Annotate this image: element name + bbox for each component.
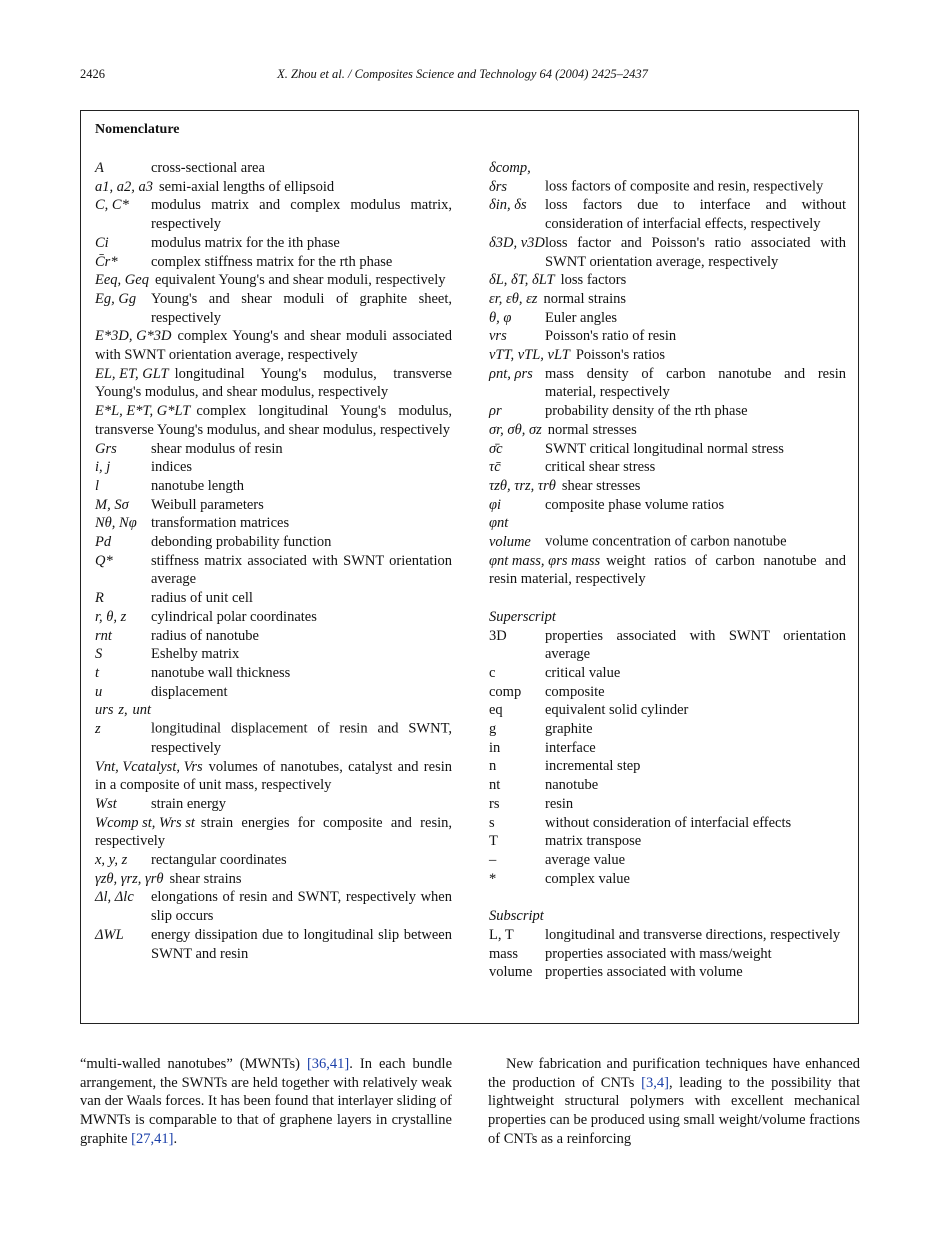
nomenclature-entry [489, 795, 846, 814]
symbol: * [489, 870, 497, 887]
nomenclature-entry [489, 851, 846, 870]
nomenclature-entry [95, 477, 452, 496]
symbol: in [489, 739, 501, 756]
nomenclature-entry [489, 776, 846, 795]
symbol: rs [489, 795, 500, 812]
symbol: eq [489, 702, 503, 719]
nomenclature-entry [489, 945, 846, 964]
nomenclature-entry [95, 926, 452, 963]
symbol: ρnt, ρrs [489, 365, 533, 382]
nomenclature-entry [95, 758, 452, 795]
symbol: Eeq, Geq [95, 272, 149, 289]
definition: displacement [151, 683, 228, 700]
definition: debonding probability function [151, 534, 332, 551]
symbol: x, y, z [95, 852, 128, 869]
nomenclature-entry [489, 271, 846, 290]
nomenclature-entry [95, 159, 452, 178]
body-text: “multi-walled nanotubes” (MWNTs) [80, 1056, 307, 1072]
definition: nanotube wall thickness [151, 664, 291, 681]
definition: complex stiffness matrix for the rth phase [151, 253, 393, 270]
symbol: n [489, 758, 497, 775]
nomenclature-entry [95, 552, 452, 589]
symbol: r, θ, z [95, 608, 127, 625]
nomenclature-entry [489, 739, 846, 758]
nomenclature-right-column [489, 159, 846, 982]
page-number: 2426 [80, 67, 105, 81]
nomenclature-entry [489, 290, 846, 309]
definition: normal stresses [547, 421, 637, 438]
citation-link[interactable]: [36,41] [306, 1056, 350, 1072]
nomenclature-left-column [95, 159, 452, 963]
nomenclature-entry [489, 514, 846, 551]
nomenclature-entry [489, 814, 846, 833]
definition: nanotube [545, 777, 599, 794]
symbol: θ, φ [489, 309, 512, 326]
symbol: τc̄ [489, 459, 501, 476]
nomenclature-entry [95, 514, 452, 533]
symbol: φnt volume [489, 515, 531, 551]
definition: strain energies for composite and resin, respectively [95, 814, 452, 850]
symbol: L, T [489, 926, 514, 943]
symbol: mass [489, 945, 518, 962]
definition: volume concentration of carbon nanotube [545, 534, 787, 551]
symbol: rnt [95, 627, 112, 644]
definition: volumes of nanotubes, catalyst and resin in a composite of unit mass, respectively [95, 758, 452, 794]
symbol: φi [489, 496, 502, 513]
definition: critical shear stress [545, 459, 656, 476]
nomenclature-entry [489, 496, 846, 515]
definition: weight ratios of carbon nanotube and resin material, respectively [489, 552, 846, 588]
definition: Euler angles [545, 309, 618, 326]
definition: properties associated with SWNT orientation average [545, 627, 846, 663]
definition: equivalent Young's and shear moduli, respectively [154, 272, 446, 289]
definition: average value [545, 852, 626, 868]
citation-link[interactable]: [27,41] [131, 1130, 174, 1147]
symbol: a1, a2, a3 [95, 178, 153, 195]
definition: equivalent solid cylinder [545, 702, 689, 719]
definition: SWNT critical longitudinal normal stress [545, 440, 784, 457]
symbol: Eg, Gg [95, 290, 137, 307]
definition: longitudinal displacement of resin and SWNT, respectively [151, 721, 452, 756]
nomenclature-entry [95, 365, 452, 402]
nomenclature-entry [95, 589, 452, 608]
definition: without consideration of interfacial effects [545, 814, 792, 831]
nomenclature-entry [489, 440, 846, 459]
symbol: Pd [95, 534, 112, 551]
definition: longitudinal Young's modulus, transverse Young's modulus, and shear modulus, respectively [95, 365, 452, 401]
nomenclature-entry [95, 533, 452, 552]
definition: complex Young's and shear moduli associated with SWNT orientation average, respectively [95, 328, 452, 364]
nomenclature-entry [95, 402, 452, 439]
symbol: T [489, 833, 498, 850]
definition: loss factors of composite and resin, respectively [545, 178, 824, 195]
definition: shear strains [169, 870, 242, 887]
nomenclature-entry [95, 701, 452, 757]
definition: Weibull parameters [151, 496, 264, 513]
symbol: g [489, 721, 497, 738]
symbol: ΔWL [95, 926, 124, 943]
definition: Poisson's ratio of resin [545, 328, 677, 345]
definition: properties associated with mass/weight [545, 945, 772, 962]
symbol: Grs [95, 440, 117, 457]
symbol: C, C* [95, 197, 129, 214]
symbol: Wst [95, 795, 117, 812]
definition: properties associated with volume [545, 964, 743, 981]
definition: Eshelby matrix [151, 646, 240, 663]
symbol: δL, δT, δLT [489, 272, 555, 289]
symbol: δcomp, δrs [489, 160, 531, 195]
definition: strain energy [151, 795, 227, 812]
nomenclature-entry [489, 458, 846, 477]
definition: complex value [545, 870, 630, 887]
symbol: εr, εθ, εz [489, 290, 538, 307]
citation-link[interactable]: [3,4] [641, 1074, 669, 1091]
symbol: Nθ, Nφ [95, 515, 137, 532]
symbol: E*3D, G*3D [95, 328, 172, 345]
definition: probability density of the rth phase [545, 403, 748, 420]
nomenclature-entry [489, 402, 846, 421]
symbol: nt [489, 777, 501, 794]
definition: rectangular coordinates [151, 852, 287, 869]
nomenclature-entry [95, 458, 452, 477]
symbol: Wcomp st, Wrs st [95, 814, 195, 831]
nomenclature-entry [95, 683, 452, 702]
nomenclature-entry [489, 870, 846, 889]
symbol: c [489, 664, 496, 681]
subscript-heading: Subscript [489, 908, 544, 925]
definition: cross-sectional area [151, 160, 265, 176]
symbol: M, Sσ [95, 496, 129, 513]
symbol: νrs [489, 328, 507, 345]
body-text: . [173, 1130, 178, 1147]
nomenclature-entry [95, 271, 452, 290]
body-text: , leading to the possibility that lightweight structural polymers with excellent mechanical properties can be produced using small weight/volume fractions of CNTs as a reinforcing [488, 1074, 861, 1147]
symbol: i, j [95, 459, 111, 476]
nomenclature-entry [489, 365, 846, 402]
superscript-heading: Superscript [489, 608, 556, 625]
symbol: – [489, 852, 497, 868]
definition: indices [151, 459, 193, 476]
nomenclature-entry [95, 627, 452, 646]
symbol: Vnt, Vcatalyst, Vrs [95, 758, 203, 775]
definition: critical value [545, 664, 621, 681]
symbol: comp [489, 683, 522, 700]
symbol: A [95, 160, 104, 176]
nomenclature-entry [489, 421, 846, 440]
nomenclature-entry [95, 814, 452, 851]
definition: Young's and shear moduli of graphite sheet, respectively [151, 290, 452, 326]
definition: graphite [545, 721, 593, 738]
nomenclature-entry [95, 253, 452, 272]
nomenclature-entry [489, 196, 846, 233]
definition: semi-axial lengths of ellipsoid [159, 178, 335, 195]
definition: loss factors due to interface and without consideration of interfacial effects, respectively [545, 197, 846, 233]
nomenclature-entry [95, 795, 452, 814]
nomenclature-entry [95, 664, 452, 683]
nomenclature-entry [95, 290, 452, 327]
nomenclature-entry [95, 851, 452, 870]
definition: composite phase volume ratios [545, 496, 725, 513]
nomenclature-entry [489, 477, 846, 496]
definition: incremental step [545, 758, 641, 775]
definition: radius of nanotube [151, 627, 259, 644]
nomenclature-entry [95, 496, 452, 515]
symbol: Δl, Δlc [95, 889, 134, 906]
definition: elongations of resin and SWNT, respectively when slip occurs [151, 889, 452, 925]
nomenclature-entry [95, 870, 452, 889]
nomenclature-entry [95, 888, 452, 925]
definition: normal strains [543, 290, 627, 307]
symbol: σ̄c [489, 440, 503, 457]
symbol: t [95, 664, 100, 681]
symbol: E*L, E*T, G*LT [95, 403, 191, 420]
symbol: Ci [95, 234, 109, 251]
body-text: . In each bundle arrangement, the SWNTs are held together with relatively weak van der Waals forces. It has been found that interlayer sliding of MWNTs is comparable to that of graphene layers in crystalline graphite [80, 1056, 452, 1147]
nomenclature-entry [95, 440, 452, 459]
symbol: ρr [489, 403, 502, 420]
nomenclature-entry [489, 757, 846, 776]
definition: shear stresses [561, 477, 641, 494]
definition: Poisson's ratios [575, 347, 666, 364]
symbol: 3D [489, 627, 507, 644]
definition: composite [545, 683, 605, 700]
definition: complex longitudinal Young's modulus, transverse Young's modulus, and shear modulus, respectively [95, 403, 452, 438]
symbol: s [489, 814, 495, 831]
nomenclature-entry [489, 832, 846, 851]
nomenclature-entry [489, 963, 846, 982]
nomenclature-box [80, 110, 859, 1024]
definition: modulus matrix and complex modulus matrix, respectively [151, 197, 452, 233]
symbol: νTT, νTL, νLT [489, 347, 570, 364]
nomenclature-entry [489, 159, 846, 196]
nomenclature-entry [489, 346, 846, 365]
nomenclature-entry [95, 327, 452, 364]
nomenclature-entry [489, 926, 846, 945]
symbol: EL, ET, GLT [95, 365, 169, 382]
symbol: φnt mass, φrs mass [489, 552, 601, 569]
nomenclature-entry [95, 234, 452, 253]
nomenclature-entry [489, 309, 846, 328]
nomenclature-entry [489, 683, 846, 702]
body-paragraph-left [80, 1055, 452, 1149]
definition: mass density of carbon nanotube and resin material, respectively [545, 365, 846, 401]
symbol: R [95, 590, 104, 607]
nomenclature-title: Nomenclature [95, 122, 180, 137]
definition: resin [545, 795, 574, 812]
nomenclature-entry [489, 327, 846, 346]
definition: modulus matrix for the ith phase [151, 234, 340, 251]
nomenclature-entry [95, 196, 452, 233]
symbol: τzθ, τrz, τrθ [489, 477, 556, 494]
symbol: urs z, unt z [95, 702, 151, 738]
body-paragraph-right [488, 1055, 860, 1149]
definition: loss factor and Poisson's ratio associated with SWNT orientation average, respectively [545, 234, 846, 270]
symbol: volume [489, 964, 533, 981]
symbol: γzθ, γrz, γrθ [95, 870, 164, 887]
definition: shear modulus of resin [151, 440, 283, 457]
symbol: l [95, 477, 100, 494]
definition: transformation matrices [151, 515, 290, 532]
definition: matrix transpose [545, 833, 642, 850]
body-text: New fabrication and purification techniques have enhanced the production of CNTs [488, 1056, 860, 1091]
symbol: u [95, 683, 103, 700]
nomenclature-entry [95, 608, 452, 627]
symbol: Q* [95, 552, 113, 569]
definition: nanotube length [151, 477, 245, 494]
definition: interface [545, 739, 596, 756]
nomenclature-entry [489, 552, 846, 589]
definition: radius of unit cell [151, 590, 253, 607]
nomenclature-entry [489, 234, 846, 271]
nomenclature-entry [95, 178, 452, 197]
definition: cylindrical polar coordinates [151, 608, 317, 625]
symbol: σr, σθ, σz [489, 421, 542, 438]
symbol: S [95, 646, 103, 663]
nomenclature-entry [489, 720, 846, 739]
running-title: X. Zhou et al. / Composites Science and Technology 64 (2004) 2425–2437 [277, 67, 648, 81]
definition: energy dissipation due to longitudinal slip between SWNT and resin [151, 926, 452, 962]
definition: stiffness matrix associated with SWNT orientation average [151, 552, 452, 588]
symbol: δ3D, ν3D [489, 234, 545, 251]
symbol: C̄r* [95, 253, 118, 270]
nomenclature-entry [489, 664, 846, 683]
nomenclature-entry [489, 627, 846, 664]
nomenclature-entry [95, 645, 452, 664]
nomenclature-entry [489, 701, 846, 720]
symbol: δin, δs [489, 197, 527, 214]
definition: longitudinal and transverse directions, respectively [545, 926, 841, 943]
definition: loss factors [560, 272, 627, 289]
